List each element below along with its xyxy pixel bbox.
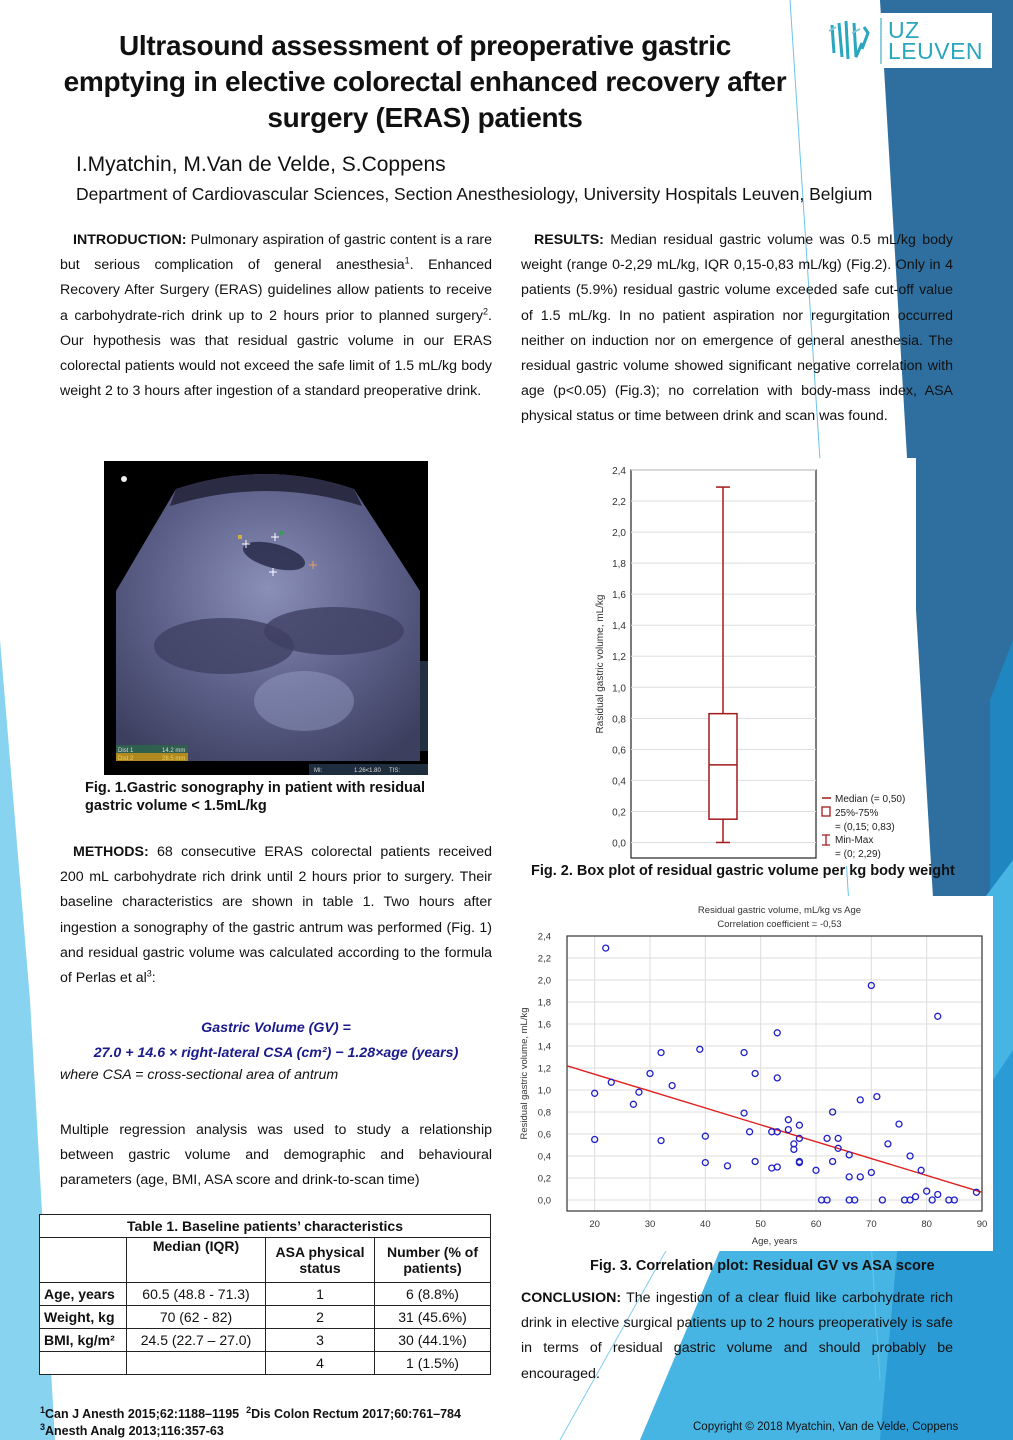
figure2-caption: Fig. 2. Box plot of residual gastric volume per kg body weight (531, 863, 955, 879)
data-point (874, 1094, 880, 1100)
data-point (857, 1174, 863, 1180)
data-point (846, 1152, 852, 1158)
dist2-value: 28.5 mm (162, 756, 186, 762)
data-point (785, 1117, 791, 1123)
y-tick-label: 0,0 (612, 838, 626, 850)
iqr-box (709, 714, 737, 820)
box-plot-chart (588, 458, 916, 866)
x-tick-label: 50 (755, 1219, 766, 1230)
y-tick-label: 2,0 (612, 528, 626, 540)
table-header: ASA physical status (266, 1238, 375, 1283)
data-point (774, 1030, 780, 1036)
data-point (658, 1138, 664, 1144)
y-tick-label: 1,8 (612, 559, 626, 571)
legend-iqr-value: = (0,15; 0,83) (835, 822, 895, 833)
copyright: Copyright © 2018 Myatchin, Van de Velde, Coppens (693, 1421, 959, 1433)
y-tick-label: 1,2 (612, 652, 626, 664)
x-tick-label: 60 (810, 1219, 822, 1230)
results-heading: RESULTS: (534, 232, 604, 248)
department: Department of Cardiovascular Sciences, Section Anesthesiology, University Hospitals Leuven, Belgium (76, 184, 873, 204)
data-point (935, 1013, 941, 1019)
figure3-caption: Fig. 3. Correlation plot: Residual GV vs ASA score (590, 1258, 935, 1274)
citation-3: 3 (146, 968, 152, 979)
y-tick-label: 0,0 (537, 1195, 551, 1207)
data-point (857, 1097, 863, 1103)
table-cell: 1 (266, 1283, 375, 1306)
table-cell (40, 1352, 127, 1375)
data-point (752, 1159, 758, 1165)
introduction-heading: INTRODUCTION: (73, 232, 187, 248)
formula-line1: Gastric Volume (GV) = (201, 1020, 351, 1036)
x-tick-label: 80 (921, 1219, 932, 1230)
table-cell (127, 1352, 266, 1375)
regression-text: Multiple regression analysis was used to study a relationship between gastric volume and demographic and behavioural parameters (age, BMI, ASA score and drink-to-scan time) (60, 1122, 492, 1189)
table-header: Median (IQR) (127, 1238, 266, 1283)
y-tick-label: 1,8 (537, 997, 551, 1009)
table-row (40, 1306, 491, 1329)
ultrasound-image (104, 461, 428, 775)
table-header: Number (% of patients) (375, 1238, 491, 1283)
methods-section (60, 840, 492, 991)
conclusion-text: The ingestion of a clear fluid like carbohydrate rich drink in elective surgical patients up to 2 hours preoperatively is safe in terms of residual gastric volume and should probably be encouraged. (521, 1290, 953, 1382)
x-tick-label: 90 (976, 1219, 988, 1230)
data-point (774, 1075, 780, 1081)
table-cell: 3 (266, 1329, 375, 1352)
uz-leuven-logo (824, 13, 992, 68)
y-tick-label: 0,6 (612, 745, 626, 757)
data-point (796, 1122, 802, 1128)
data-point (697, 1046, 703, 1052)
x-tick-label: 20 (589, 1219, 600, 1230)
poster-title (20, 28, 830, 136)
y-tick-label: 0,2 (537, 1173, 551, 1185)
chart-title: Residual gastric volume, mL/kg vs Age (697, 905, 862, 916)
data-point (658, 1050, 664, 1056)
y-tick-label: 0,8 (537, 1107, 551, 1119)
table-cell: 60.5 (48.8 - 71.3) (127, 1283, 266, 1306)
y-tick-label: 1,6 (537, 1019, 551, 1031)
y-tick-label: 0,4 (612, 776, 626, 788)
citation-2: 2 (483, 305, 489, 316)
table-cell: 31 (45.6%) (375, 1306, 491, 1329)
table-cell: Weight, kg (40, 1306, 127, 1329)
table-cell: 30 (44.1%) (375, 1329, 491, 1352)
data-point (846, 1174, 852, 1180)
y-tick-label: 0,8 (612, 714, 626, 726)
data-point (630, 1101, 636, 1107)
chart-subtitle: Correlation coefficient = -0,53 (717, 919, 842, 930)
legend-minmax-value: = (0; 2,29) (835, 849, 881, 860)
introduction-text: . Our hypothesis was that residual gastric volume in our ERAS colorectal patients would not exceed the safe limit of 1.5 mL/kg body weight 2 to 3 hours after ingestion of a standard preoperative drink. (60, 307, 492, 400)
conclusion-section (521, 1286, 953, 1387)
y-tick-label: 1,4 (612, 621, 626, 633)
title-line: emptying in elective colorectal enhanced recovery after (63, 66, 787, 97)
logo-text (888, 16, 984, 64)
data-point (669, 1083, 675, 1089)
data-point (724, 1163, 730, 1169)
data-point (830, 1159, 836, 1165)
figure1-caption: Fig. 1.Gastric sonography in patient with residual gastric volume < 1.5mL/kg (85, 780, 425, 814)
methods-heading: METHODS: (73, 844, 149, 860)
data-point (603, 945, 609, 951)
title-line: surgery (ERAS) patients (267, 102, 583, 133)
methods-text: 68 consecutive ERAS colorectal patients received 200 mL carbohydrate rich drink until 2 hours prior to surgery. Their baseline characteristics are shown in table 1. Two hours after ingestion a sonography of the gastric antrum was performed (Fig. 1) and residual gastric volume was calculated according to the formula of Perlas et al (60, 844, 492, 987)
data-point (752, 1071, 758, 1077)
reference-2: Dis Colon Rectum 2017;60:761–784 (251, 1407, 461, 1421)
table-cell: 1 (1.5%) (375, 1352, 491, 1375)
title-line: Ultrasound assessment of preoperative gastric (118, 30, 732, 61)
table-cell: Age, years (40, 1283, 127, 1306)
y-tick-label: 0,4 (537, 1151, 551, 1163)
ref-number: 1 (40, 1404, 46, 1415)
formula-note: where CSA = cross-sectional area of antrum (60, 1067, 339, 1083)
baseline-characteristics-table (39, 1214, 491, 1375)
formula-line2: 27.0 + 14.6 × right-lateral CSA (cm²) − 1.28×age (years) (93, 1045, 459, 1062)
data-point (885, 1141, 891, 1147)
table-cell: 24.5 (22.7 – 27.0) (127, 1329, 266, 1352)
y-axis-label: Rasidual gastric volume, mL/kg (595, 594, 606, 734)
logo-line2: LEUVEN (888, 37, 984, 64)
references (40, 1406, 461, 1440)
dist2-label: Dist 2 (118, 756, 134, 762)
introduction-text: Pulmonary aspiration of gastric content is a rare but serious complication of general anesthesia (60, 232, 492, 274)
x-axis-label: Age, years (751, 1236, 798, 1247)
logo-line1: UZ (888, 16, 920, 43)
y-tick-label: 1,6 (612, 590, 626, 602)
legend-minmax-swatch (822, 835, 830, 845)
y-tick-label: 0,2 (612, 807, 626, 819)
y-tick-label: 1,0 (537, 1085, 551, 1097)
table-cell: 2 (266, 1306, 375, 1329)
tis-label: TIS: (389, 768, 401, 774)
table-header (40, 1238, 127, 1283)
dist1-value: 14.2 mm (162, 748, 186, 754)
table-row (40, 1283, 491, 1306)
data-point (913, 1194, 919, 1200)
legend-minmax-label: Min-Max (835, 835, 874, 846)
results-section (521, 228, 953, 430)
scatter-plot-svg (515, 896, 993, 1251)
citation-1: 1 (404, 255, 410, 266)
y-tick-label: 1,4 (537, 1041, 551, 1053)
logo-divider (880, 18, 882, 64)
results-text: Median residual gastric volume was 0.5 mL/kg body weight (range 0-2,29 mL/kg, IQR 0,15-0,83 mL/kg) (Fig.2). Only in 4 patients (5.9%) residual gastric volume exceeded safe cut-off value of 1.5 mL/kg. In no patient aspiration nor regurgitation occurred neither on induction nor on emergence of general anesthesia. The residual gastric volume showed significant negative correlation with age (p<0.05) (Fig.3); no correlation with body-mass index, ASA physical status or time between drink and scan was found. (521, 232, 953, 425)
y-tick-label: 0,6 (537, 1129, 551, 1141)
authors: I.Myatchin, M.Van de Velde, S.Coppens (76, 153, 446, 176)
introduction-text: . Enhanced Recovery After Surgery (ERAS) guidelines allow patients to receive a carbohydrate-rich drink up to 2 hours prior to planned surgery (60, 257, 492, 324)
uz-leuven-logo-icon (824, 13, 878, 68)
reference-3: Anesth Analg 2013;116:357-63 (45, 1424, 224, 1438)
y-tick-label: 2,4 (537, 931, 551, 943)
x-tick-label: 70 (866, 1219, 877, 1230)
gastric-volume-formula (60, 1016, 492, 1066)
reference-1: Can J Anesth 2015;62:1188–1195 (45, 1407, 240, 1421)
table-row (40, 1352, 491, 1375)
table-row (40, 1329, 491, 1352)
data-point (835, 1135, 841, 1141)
data-point (608, 1079, 614, 1085)
table-cell: 6 (8.8%) (375, 1283, 491, 1306)
data-point (935, 1192, 941, 1198)
mi-value: 1.26<1.80 (354, 768, 381, 774)
legend-iqr-label: 25%-75% (835, 808, 879, 819)
data-point (785, 1127, 791, 1133)
introduction-section (60, 228, 492, 404)
x-tick-label: 30 (644, 1219, 656, 1230)
data-point (824, 1135, 830, 1141)
y-tick-label: 2,0 (537, 975, 551, 987)
ref-number: 3 (40, 1421, 46, 1432)
reference-line (40, 1406, 461, 1423)
mi-label: MI: (314, 768, 323, 774)
dist1-label: Dist 1 (118, 748, 134, 754)
data-point (741, 1050, 747, 1056)
y-tick-label: 1,0 (612, 683, 626, 695)
data-point (918, 1167, 924, 1173)
table-cell: BMI, kg/m² (40, 1329, 127, 1352)
data-point (896, 1121, 902, 1127)
table-cell: 70 (62 - 82) (127, 1306, 266, 1329)
y-axis-label: Residual gastric volume, mL/kg (519, 1007, 530, 1140)
ref-number: 2 (246, 1404, 252, 1415)
table-header-row (40, 1238, 491, 1283)
legend-median-label: Median (= 0,50) (835, 794, 906, 805)
reference-line (40, 1423, 461, 1440)
table-cell: 4 (266, 1352, 375, 1375)
table-title: Table 1. Baseline patients’ characteristics (40, 1215, 491, 1238)
x-tick-label: 40 (700, 1219, 711, 1230)
data-point (741, 1110, 747, 1116)
y-tick-label: 1,2 (537, 1063, 551, 1075)
y-tick-label: 2,2 (537, 953, 551, 965)
ultrasound-scan (104, 461, 428, 775)
scatter-plot-chart (515, 896, 993, 1251)
y-tick-label: 2,4 (612, 466, 626, 477)
methods-text-tail: : (151, 970, 156, 987)
box-plot-svg (588, 458, 916, 866)
y-tick-label: 2,2 (612, 497, 626, 509)
legend-iqr-swatch (822, 807, 830, 816)
conclusion-heading: CONCLUSION: (521, 1290, 622, 1306)
